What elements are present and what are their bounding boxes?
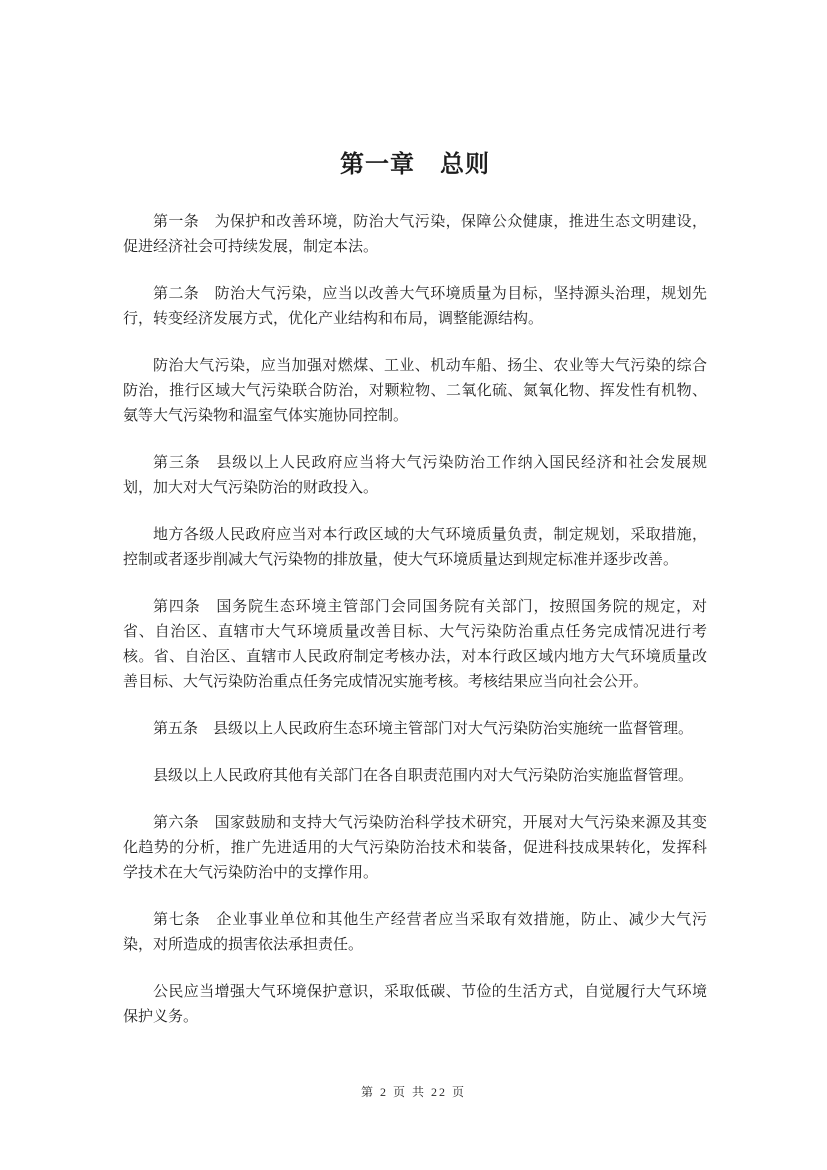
paragraph-article-7: 第七条 企业事业单位和其他生产经营者应当采取有效措施，防止、减少大气污染，对所造成的损害依法承担责任。 <box>123 912 707 953</box>
document-content <box>123 150 707 1030</box>
page-number-footer: 第 2 页 共 22 页 <box>360 1085 466 1099</box>
paragraph-article-7-clause-2: 公民应当增强大气环境保护意识，采取低碳、节俭的生活方式，自觉履行大气环境保护义务。 <box>123 984 707 1025</box>
paragraph-article-3: 第三条 县级以上人民政府应当将大气污染防治工作纳入国民经济和社会发展规划，加大对大气污染防治的财政投入。 <box>123 455 707 496</box>
paragraph-article-3-clause-2: 地方各级人民政府应当对本行政区域的大气环境质量负责，制定规划，采取措施，控制或者逐步削减大气污染物的排放量，使大气环境质量达到规定标准并逐步改善。 <box>123 527 707 568</box>
paragraph-article-5-clause-2: 县级以上人民政府其他有关部门在各自职责范围内对大气污染防治实施监督管理。 <box>153 768 694 784</box>
paragraph-article-2: 第二条 防治大气污染，应当以改善大气环境质量为目标，坚持源头治理，规划先行，转变经济发展方式，优化产业结构和布局，调整能源结构。 <box>123 286 707 327</box>
paragraph-article-6: 第六条 国家鼓励和支持大气污染防治科学技术研究，开展对大气污染来源及其变化趋势的分析，推广先进适用的大气污染防治技术和装备，促进科技成果转化，发挥科学技术在大气污染防治中的支撑作用。 <box>123 815 707 881</box>
paragraph-article-4: 第四条 国务院生态环境主管部门会同国务院有关部门，按照国务院的规定，对省、自治区、直辖市大气环境质量改善目标、大气污染防治重点任务完成情况进行考核。省、自治区、直辖市人民政府制定考核办法，对本行政区域内地方大气环境质量改善目标、大气污染防治重点任务完成情况实施考核。考核结果应当向社会公开。 <box>123 599 707 690</box>
paragraph-article-1: 第一条 为保护和改善环境，防治大气污染，保障公众健康，推进生态文明建设，促进经济社会可持续发展，制定本法。 <box>123 214 707 255</box>
paragraph-article-2-clause-2: 防治大气污染，应当加强对燃煤、工业、机动车船、扬尘、农业等大气污染的综合防治，推行区域大气污染联合防治，对颗粒物、二氧化硫、氮氧化物、挥发性有机物、氨等大气污染物和温室气体实施协同控制。 <box>123 358 707 424</box>
paragraph-article-5: 第五条 县级以上人民政府生态环境主管部门对大气污染防治实施统一监督管理。 <box>153 721 694 737</box>
chapter-title: 第一章 总则 <box>340 151 490 178</box>
